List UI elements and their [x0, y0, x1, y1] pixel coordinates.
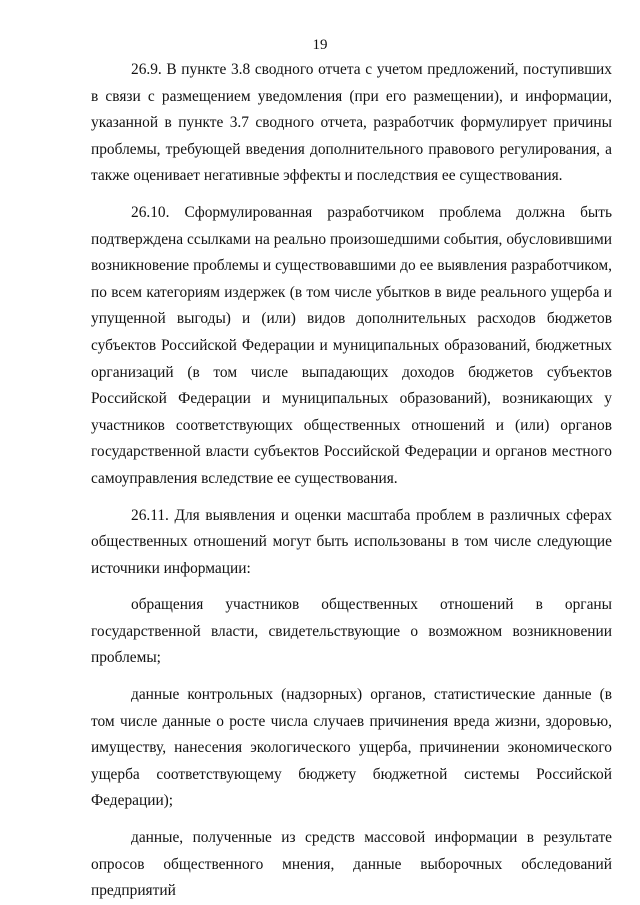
paragraph-26-10: 26.10. Сформулированная разработчиком проблема должна быть подтверждена ссылками на реально произошедшими события, обусловившими возникновение проблемы и существовавшими до ее выявления разработчиком, по всем категориям издержек (в том числе убытков в виде реального ущерба и упущенной выгоды) и (или) видов дополнительных расходов бюджетов субъектов Российской Федерации и муниципальных образований, бюджетных организаций (в том числе выпадающих доходов бюджетов субъектов Российской Федерации и муниципальных образований), возникающих у участников соответствующих общественных отношений и (или) органов государственной власти субъектов Российской Федерации и органов местного самоуправления вследствие ее существования.: [91, 203, 612, 487]
paragraph-26-11: 26.11. Для выявления и оценки масштаба проблем в различных сферах общественных отношений могут быть использованы в том числе следующие источники информации:: [91, 506, 612, 577]
list-item-supervisory-data: данные контрольных (надзорных) органов, статистические данные (в том числе данные о росте числа случаев причинения вреда жизни, здоровью, имуществу, нанесения экологического ущерба, причинении экономического ущерба соответствующему бюджету бюджетной системы Российской Федерации);: [91, 686, 612, 810]
list-item-citizen-appeals: обращения участников общественных отношений в органы государственной власти, свидетельствующие о возможном возникновении проблемы;: [91, 596, 612, 667]
list-item-media-data: данные, полученные из средств массовой информации в результате опросов общественного мнения, данные выборочных обследований предприятий: [91, 829, 612, 900]
page-number: 19: [312, 37, 328, 53]
paragraph-26-9: 26.9. В пункте 3.8 сводного отчета с учетом предложений, поступивших в связи с размещением уведомления (при его размещении), и информации, указанной в пункте 3.7 сводного отчета, разработчик формулирует причины проблемы, требующей введения дополнительного правового регулирования, а также оценивает негативные эффекты и последствия ее существования.: [91, 61, 612, 185]
document-body: [91, 57, 612, 905]
